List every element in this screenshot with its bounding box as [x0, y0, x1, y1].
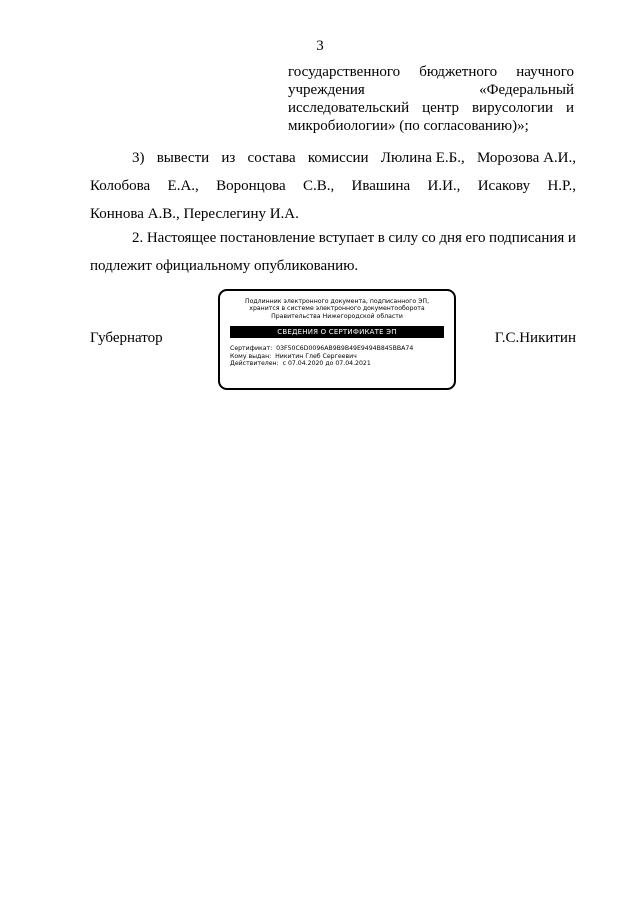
word: из: [221, 150, 236, 166]
page-number: 3: [316, 38, 324, 54]
commission-member-continuation: [288, 63, 574, 135]
word: Колобова: [90, 178, 151, 194]
word: постановление: [219, 230, 316, 246]
word: Ивашина: [351, 178, 411, 194]
word: со: [421, 230, 436, 246]
stamp-banner: СВЕДЕНИЯ О СЕРТИФИКАТЕ ЭП: [230, 326, 444, 338]
word: учреждения: [288, 82, 365, 98]
word: состава: [247, 150, 296, 166]
word: подписания: [489, 230, 565, 246]
word: 2.: [132, 230, 144, 246]
word: 3): [132, 150, 145, 166]
word: подлежит официальному опубликованию.: [90, 258, 359, 274]
word: силу: [388, 230, 419, 246]
text-line: [288, 117, 574, 135]
text-line: [90, 144, 576, 172]
word: Воронцова: [216, 178, 286, 194]
issued-to-value: Никитин Глеб Сергеевич: [275, 352, 357, 360]
stamp-header: [220, 298, 454, 320]
electronic-signature-stamp: [218, 289, 456, 390]
word: и: [567, 230, 576, 246]
word: вступает: [318, 230, 375, 246]
word: И.И.,: [427, 178, 461, 194]
word: научного: [516, 64, 574, 80]
word: Морозова А.И.,: [476, 150, 576, 166]
word: комиссии: [307, 150, 369, 166]
signatory-title: Губернатор: [90, 330, 163, 346]
word: Н.Р.,: [547, 178, 576, 194]
stamp-header-line: Правительства Нижегородской области: [271, 312, 403, 320]
certificate-row: [230, 345, 454, 352]
word: микробиологии» (по согласованию)»;: [288, 118, 529, 134]
text-line: [288, 99, 574, 117]
word: в: [377, 230, 385, 246]
word: и: [565, 100, 574, 116]
word: Е.А.,: [167, 178, 199, 194]
stamp-details: [230, 345, 454, 367]
word: бюджетного: [419, 64, 498, 80]
item-3-paragraph: [90, 144, 576, 228]
signatory-name: Г.С.Никитин: [494, 330, 576, 346]
text-line: [90, 224, 576, 252]
validity-label: Действителен:: [230, 360, 279, 368]
word: Люлина Е.Б.,: [380, 150, 465, 166]
text-line: [90, 252, 576, 280]
word: вывести: [156, 150, 210, 166]
word: Настоящее: [146, 230, 217, 246]
word: «Федеральный: [479, 82, 574, 98]
validity-row: [230, 360, 454, 367]
word: центр: [422, 100, 460, 116]
certificate-label: Сертификат:: [230, 345, 273, 353]
item-2-paragraph: [90, 224, 576, 280]
issued-to-row: [230, 353, 454, 360]
validity-value: с 07.04.2020 до 07.04.2021: [282, 360, 371, 368]
text-line: [90, 172, 576, 200]
word: государственного: [288, 64, 401, 80]
text-line: [288, 81, 574, 99]
stamp-header-line: Подлинник электронного документа, подписанного ЭП,: [244, 298, 430, 305]
word: С.В.,: [302, 178, 335, 194]
word: дня: [439, 230, 462, 246]
word: Коннова А.В., Переслегину И.А.: [90, 206, 299, 222]
word: исследовательский: [288, 100, 410, 116]
stamp-header-line: хранится в системе электронного документооборота: [249, 305, 425, 313]
text-line: [288, 63, 574, 81]
word: Исакову: [477, 178, 531, 194]
word: вирусологии: [471, 100, 554, 116]
issued-to-label: Кому выдан:: [230, 352, 272, 360]
certificate-value: 03F50C6D0096AB9B9B49E9494B845BBA74: [276, 345, 414, 353]
word: его: [465, 230, 486, 246]
